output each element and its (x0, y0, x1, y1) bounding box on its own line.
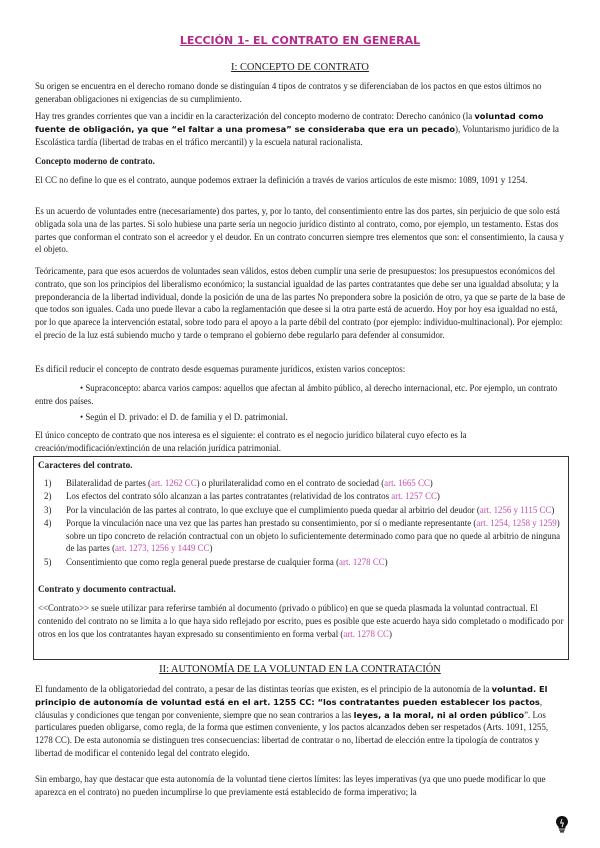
text-span: ), Voluntarismo jurídico de la Escolástica tardía (libertad de trabas en el tráfico mercantil) y la escuela natural racionalista. (35, 123, 559, 147)
paragraph-cc-define: El CC no define lo que es el contrato, aunque podemos extraer la definición a través de varios artículos de este mismo: 1089, 1091 y 1254. (35, 175, 528, 185)
text-span: ) (436, 491, 440, 502)
paragraph-presupuestos: Teóricamente, para que esos acuerdos de voluntades sean válidos, estos deben cumplir una serie de presupuestos: los presupuestos económicos del contrato, que son los principios del liberalismo económico; la sustancial igualdad de las partes contratantes que debe ser una igualdad absoluta; y la preponderancia de la libertad individual, donde la posición de una de las partes No prepondera sobre la posición de otro, ya que se parte de la base de que todos son iguales. Cada uno puede llevar a cabo la reglamentación que desee si la otra parte está de acuerdo. Hoy por hoy esa igualdad no está, por lo que aparece la intervención estatal, sobre todo para el apoyo a la parte débil del contrato (por ejemplo: individuo-multinacional). Por ejemplo: el precio de la luz está subiendo mucho y tarde o temprano el gobierno debe regularlo para defender al consumidor. (35, 266, 566, 340)
list-item (38, 517, 562, 555)
list-item (38, 556, 562, 569)
text-span: ) (209, 543, 213, 554)
paragraph-acuerdo-voluntades: Es un acuerdo de voluntades entre (necesariamente) dos partes, y, por lo tanto, del consentimiento entre las dos partes, sin perjuicio de que solo está obligada sola una de las partes. Si solo hubiese una parte sería un negocio jurídico distinto al contrato, como, por ejemplo, un testamento. Estas dos partes que conforman el contrato son el acreedor y el deudor. En un contrato concurren siempre tres elementos que son: el consentimiento, la causa y el objeto. (35, 206, 564, 255)
heading-concepto-moderno: Concepto moderno de contrato. (35, 156, 155, 166)
text-span: Hay tres grandes corrientes que van a incidir en la caracterización del concepto moderno de contrato: Derecho canónico (la (35, 111, 475, 121)
list-item (38, 477, 562, 490)
section-heading-autonomia: II: AUTONOMÍA DE LA VOLUNTAD EN LA CONTRATACIÓN (159, 664, 441, 675)
section-heading-concepto: I: CONCEPTO DE CONTRATO (231, 62, 369, 73)
paragraph-limites: Sin embargo, hay que destacar que esta autonomía de la voluntad tiene ciertos límites: las leyes imperativas (ya que uno puede modificar lo que aparezca en el contrato) no pueden incumplirse lo que previamente está establecido de forma imperativo; la (35, 774, 546, 797)
paragraph-fundamento (35, 683, 567, 760)
caracteres-list (38, 477, 562, 569)
handwritten-highlight: leyes, a la moral, ni al orden público (353, 709, 525, 720)
lesson-title: LECCIÓN 1- EL CONTRATO EN GENERAL (179, 34, 421, 47)
article-reference: art. 1256 y 1115 CC (479, 504, 552, 515)
caracteres-box (33, 456, 569, 660)
text-span: Por la vinculación de las partes al contrato, lo que excluye que el cumplimiento pueda quedar al arbitrio del deudor ( (66, 504, 480, 515)
text-span: El fundamento de la obligatoriedad del contrato, a pesar de las distintas teorías que existen, es el principio de la autonomía de la (35, 684, 492, 694)
text-span: Consentimiento que como regla general puede prestarse de cualquier forma ( (66, 556, 340, 567)
text-span: ) (384, 556, 388, 567)
text-span: ) sobre un tipo concreto de relación contractual con un objeto lo suficientemente determinado como para que no quede al arbitrio de ninguna de las partes ( (66, 517, 561, 554)
text-span: Porque la vinculación nace una vez que las partes han prestado su consentimiento, por sí o mediante representante ( (66, 517, 477, 528)
list-number: 5) (44, 556, 52, 567)
box-subtitle: Contrato y documento contractual. (38, 584, 176, 594)
text-span: ) (551, 504, 555, 515)
list-item (38, 490, 562, 503)
box-title: Caracteres del contrato. (38, 460, 133, 470)
lightbulb-icon (555, 815, 569, 833)
list-number: 3) (44, 504, 52, 515)
bullet-supraconcepto: • Supraconcepto: abarca varios campos: aquellos que afectan al ámbito público, al derecho internacional, etc. Por ejemplo, un contrato entre dos países. (35, 383, 558, 406)
list-number: 2) (44, 491, 52, 502)
list-item (38, 504, 562, 517)
text-span: ”. Los particulares pueden obligarse, como regla, de la forma que estimen conveniente, y los pactos alcanzados deben ser respetados (Arts. 1091, 1255, 1278 CC). De esta autonomía se distinguen tres consecuencias: libertad de contratar o no, libertad de elección entre la tipología de contratos y libertad de modificar el contenido legal del contrato elegido. (35, 709, 549, 758)
article-reference: art. 1278 CC (343, 628, 389, 639)
text-span: ) (388, 628, 392, 639)
list-number: 4) (44, 517, 52, 528)
paragraph-origen: Su origen se encuentra en el derecho romano donde se distinguían 4 tipos de contratos y se diferenciaban de los pactos en que estos últimos no generaban obligaciones ni exigencias de su cumplimiento. (35, 81, 542, 104)
paragraph-unico-concepto: El único concepto de contrato que nos interesa es el siguiente: el contrato es el negocio jurídico bilateral cuyo efecto es la creación/modificación/extinción de una relación jurídica patrimonial. (35, 430, 467, 453)
article-reference: art. 1257 CC (391, 491, 437, 502)
paragraph-conceptos: Es difícil reducir el concepto de contrato desde esquemas puramente jurídicos, existen varios conceptos: (35, 364, 406, 374)
text-span: Los efectos del contrato sólo alcanzan a las partes contratantes (relatividad de los contratos (66, 491, 392, 502)
article-reference: art. 1278 CC (339, 556, 385, 567)
article-reference: art. 1273, 1256 y 1449 CC (115, 543, 210, 554)
text-span: , cláusulas y condiciones que tengan por conveniente, siempre que no sean contrarios a las (35, 696, 543, 720)
list-number: 1) (44, 478, 52, 488)
text-span: Bilateralidad de partes ( (66, 478, 152, 488)
handwritten-highlight: voluntad. El principio de autonomía de voluntad está en el art. 1255 CC: “los contratantes pueden establecer los pactos (35, 684, 548, 707)
article-reference: art. 1262 CC (151, 478, 197, 488)
article-reference: art. 1254, 1258 y 1259 (476, 517, 557, 528)
text-span: ) (429, 478, 433, 488)
paragraph-documento-contractual (38, 602, 564, 640)
paragraph-corrientes (35, 110, 567, 148)
handwritten-highlight: voluntad como fuente de obligación, ya que “el faltar a una promesa” se consideraba que era un pecado (35, 111, 544, 134)
bullet-derecho-privado: • Según el D. privado: el D. de familia y el D. patrimonial. (80, 412, 288, 422)
article-reference: art. 1665 CC (384, 478, 430, 488)
text-span: <<Contrato>> se suele utilizar para referirse también al documento (privado o público) en que se queda plasmada la voluntad contractual. El contenido del contrato no se limita a lo que haya sido reflejado por escrito, pues es posible que este acuerdo haya sido completado o modificado por otros en los que los contratantes hayan expresado su consentimiento en forma verbal ( (38, 603, 564, 639)
text-span: ) o plurilateralidad como en el contrato de sociedad ( (196, 478, 385, 488)
